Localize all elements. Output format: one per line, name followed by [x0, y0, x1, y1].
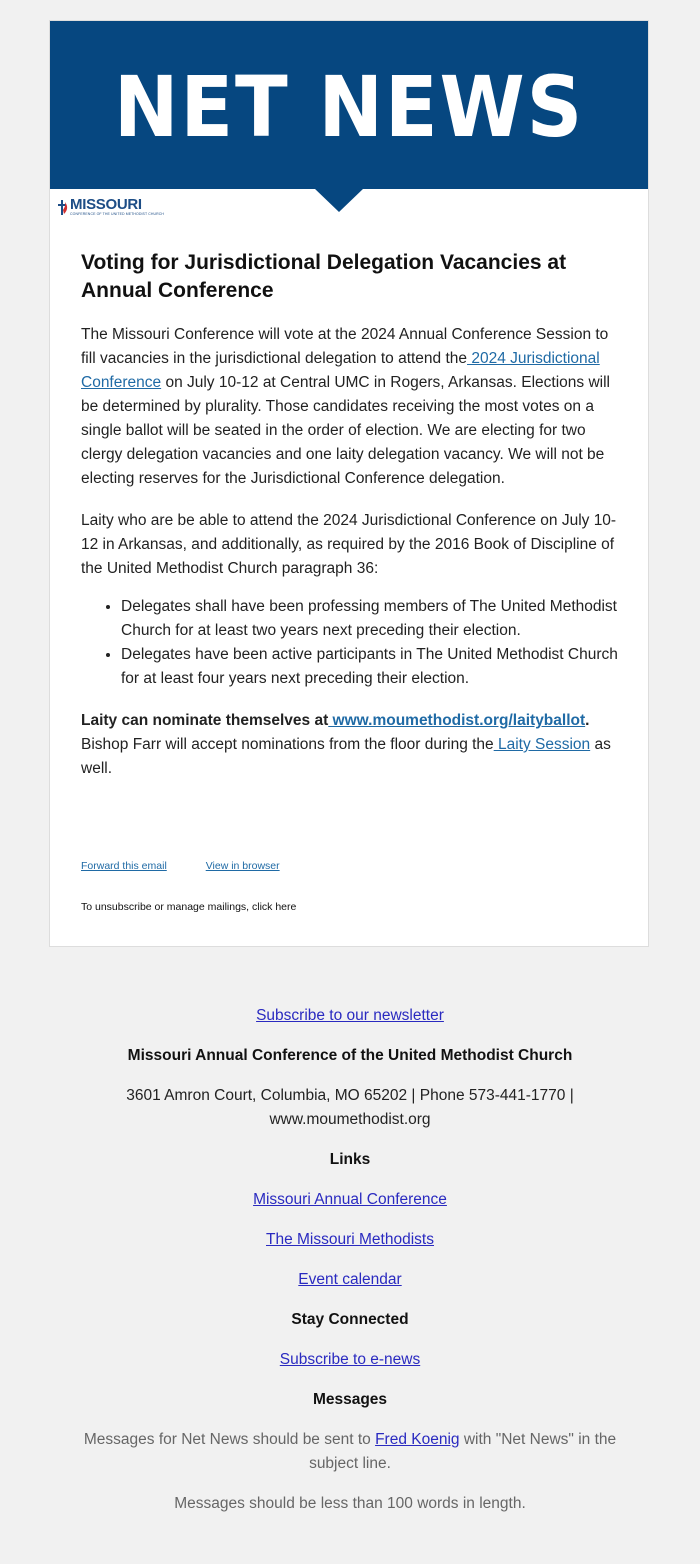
- jurisdictional-conference-link[interactable]: 2024 Jurisdictional Conference: [81, 350, 600, 391]
- banner-notch: [314, 188, 364, 212]
- messages-heading: Messages: [312, 1391, 388, 1408]
- list-item: • Delegates shall have been professing members of The United Methodist Church for at least two years next preceding their election.: [121, 595, 621, 643]
- missouri-annual-conference-link[interactable]: Missouri Annual Conference: [253, 1191, 447, 1208]
- paragraph-laity: Laity who are be able to attend the 2024 Jurisdictional Conference on July 10-12 in Arkansas, and additionally, as required by the 2016 Book of Discipline of the United Methodist Church paragraph 36:: [81, 512, 617, 577]
- missouri-logo: [57, 196, 164, 218]
- newsletter-footer: [80, 1004, 620, 1532]
- org-address: 3601 Amron Court, Columbia, MO 65202 | Phone 573-441-1770 | www.moumethodist.org: [126, 1087, 574, 1128]
- subscribe-newsletter-link[interactable]: Subscribe to our newsletter: [256, 1007, 444, 1024]
- messages-length-note: Messages should be less than 100 words in length.: [174, 1495, 526, 1512]
- logo-name: MISSOURI: [70, 196, 142, 214]
- requirements-list: [81, 595, 621, 691]
- logo-subtitle: CONFERENCE OF THE UNITED METHODIST CHURCH: [70, 212, 165, 217]
- article-title: Voting for Jurisdictional Delegation Vacancies at Annual Conference: [81, 251, 567, 302]
- paragraph-nominate: [81, 709, 621, 781]
- email-card: [49, 20, 649, 947]
- event-calendar-link[interactable]: Event calendar: [298, 1271, 402, 1288]
- cross-flame-icon: [57, 198, 69, 216]
- stay-connected-heading: Stay Connected: [291, 1311, 409, 1328]
- intro-text-start: The Missouri Conference will vote at the 2024 Annual Conference Session to fill vacancies in the jurisdictional delegation to attend the: [81, 326, 609, 367]
- nominate-end-text: as well.: [81, 736, 611, 777]
- list-item: • Delegates have been active participants in The United Methodist Church for at least four years next preceding their election.: [121, 643, 621, 691]
- period: .: [585, 712, 590, 729]
- article-content: [81, 249, 621, 781]
- subscribe-enews-link[interactable]: Subscribe to e-news: [279, 1351, 421, 1368]
- messages-text-end: with "Net News" in the subject line.: [309, 1431, 617, 1472]
- view-in-browser-link[interactable]: View in browser: [205, 860, 280, 872]
- missouri-methodists-link[interactable]: The Missouri Methodists: [266, 1231, 434, 1248]
- laity-session-link[interactable]: Laity Session: [493, 736, 591, 753]
- unsubscribe-text[interactable]: To unsubscribe or manage mailings, click here: [81, 901, 297, 913]
- intro-text-end: on July 10-12 at Central UMC in Rogers, Arkansas. Elections will be determined by plurality. Those candidates receiving the most votes on a single ballot will be seated in the order of election. We are electing for two clergy delegation vacancies and one laity delegation vacancy. We will not be electing reserves for the Jurisdictional Conference delegation.: [81, 374, 610, 487]
- nominate-mid-text: Bishop Farr will accept nominations from the floor during the: [81, 736, 494, 753]
- fred-koenig-link[interactable]: Fred Koenig: [375, 1431, 460, 1448]
- org-name: Missouri Annual Conference of the United Methodist Church: [127, 1047, 573, 1064]
- header-banner: [50, 21, 648, 189]
- paragraph-intro: [81, 323, 621, 491]
- nominate-bold-text: Laity can nominate themselves at: [81, 712, 329, 729]
- links-heading: Links: [329, 1151, 371, 1168]
- messages-instructions: [80, 1428, 620, 1476]
- banner-title: NET NEWS: [113, 58, 585, 156]
- messages-text-start: Messages for Net News should be sent to: [83, 1431, 376, 1448]
- card-footer-links: [81, 860, 621, 872]
- laity-ballot-link[interactable]: www.moumethodist.org/laityballot: [328, 712, 586, 729]
- forward-email-link[interactable]: Forward this email: [81, 860, 167, 872]
